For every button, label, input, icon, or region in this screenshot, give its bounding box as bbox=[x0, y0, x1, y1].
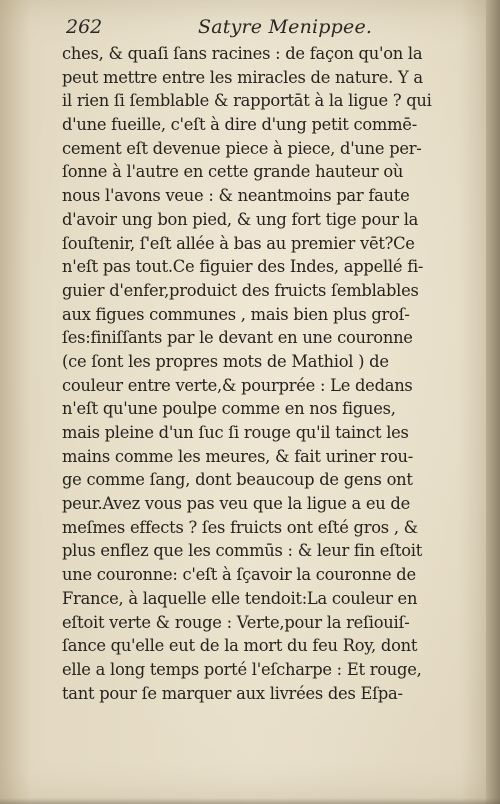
text-line: tant pour ſe marquer aux livrées des Eſpa- bbox=[62, 683, 403, 703]
text-line: n'eſt pas tout.Ce figuier des Indes, appellé fi- bbox=[62, 257, 424, 277]
text-line: meſmes effects ? ſes fruicts ont eſté gros , & bbox=[62, 517, 418, 537]
text-line: mais pleine d'un ſuc ſi rouge qu'il tainct les bbox=[62, 423, 409, 442]
text-line: il rien ſi ſemblable & rapportāt à la ligue ? qui bbox=[62, 91, 432, 111]
text-line: eſtoit verte & rouge : Verte,pour la reſiouiſ- bbox=[62, 612, 410, 632]
text-line: plus enflez que les commūs : & leur fin eſtoit bbox=[62, 541, 423, 561]
body-text bbox=[62, 42, 450, 705]
text-line: d'une fueille, c'eſt à dire d'ung petit commē- bbox=[62, 115, 417, 135]
text-line: ſouſtenir, ſ'eſt allée à bas au premier vēt?Ce bbox=[62, 233, 415, 253]
text-line: (ce ſont les propres mots de Mathiol ) de bbox=[62, 351, 389, 371]
text-line: une couronne: c'eſt à ſçavoir la couronne de bbox=[62, 565, 416, 585]
text-line: ſance qu'elle eut de la mort du feu Roy, dont bbox=[62, 636, 418, 656]
text-line: n'eſt qu'une poulpe comme en nos figues, bbox=[62, 399, 396, 419]
running-title: Satyre Menippee. bbox=[198, 16, 373, 38]
page-number: 262 bbox=[66, 16, 103, 38]
text-line: cement eſt devenue piece à piece, d'une per- bbox=[62, 138, 422, 158]
text-line: mains comme les meures, & fait uriner rou- bbox=[62, 446, 413, 466]
text-line: France, à laquelle elle tendoit:La couleur en bbox=[62, 588, 418, 608]
text-line: couleur entre verte,& pourprée : Le dedans bbox=[62, 375, 413, 395]
text-line: peut mettre entre les miracles de nature. Y a bbox=[62, 67, 423, 87]
text-line: peur.Avez vous pas veu que la ligue a eu de bbox=[62, 494, 410, 514]
text-line: nous l'avons veue : & neantmoins par faute bbox=[62, 186, 410, 206]
text-line: d'avoir ung bon pied, & ung fort tige pour la bbox=[62, 209, 419, 229]
page-bottom-edge bbox=[0, 798, 500, 804]
text-line: ſonne à l'autre en cette grande hauteur où bbox=[62, 162, 404, 182]
text-line: guier d'enfer,produict des fruicts ſemblables bbox=[62, 280, 419, 300]
text-line: aux figues communes , mais bien plus groſ- bbox=[62, 304, 410, 324]
text-line: ches, & quaſi ſans racines : de façon qu'on la bbox=[62, 44, 423, 63]
text-line: ſes:finiſſants par le devant en une couronne bbox=[62, 328, 413, 348]
page-header bbox=[66, 14, 446, 40]
text-line: elle a long temps porté l'eſcharpe : Et rouge, bbox=[62, 659, 422, 679]
text-line: ge comme ſang, dont beaucoup de gens ont bbox=[62, 470, 413, 490]
page-gutter-shadow bbox=[486, 0, 500, 804]
